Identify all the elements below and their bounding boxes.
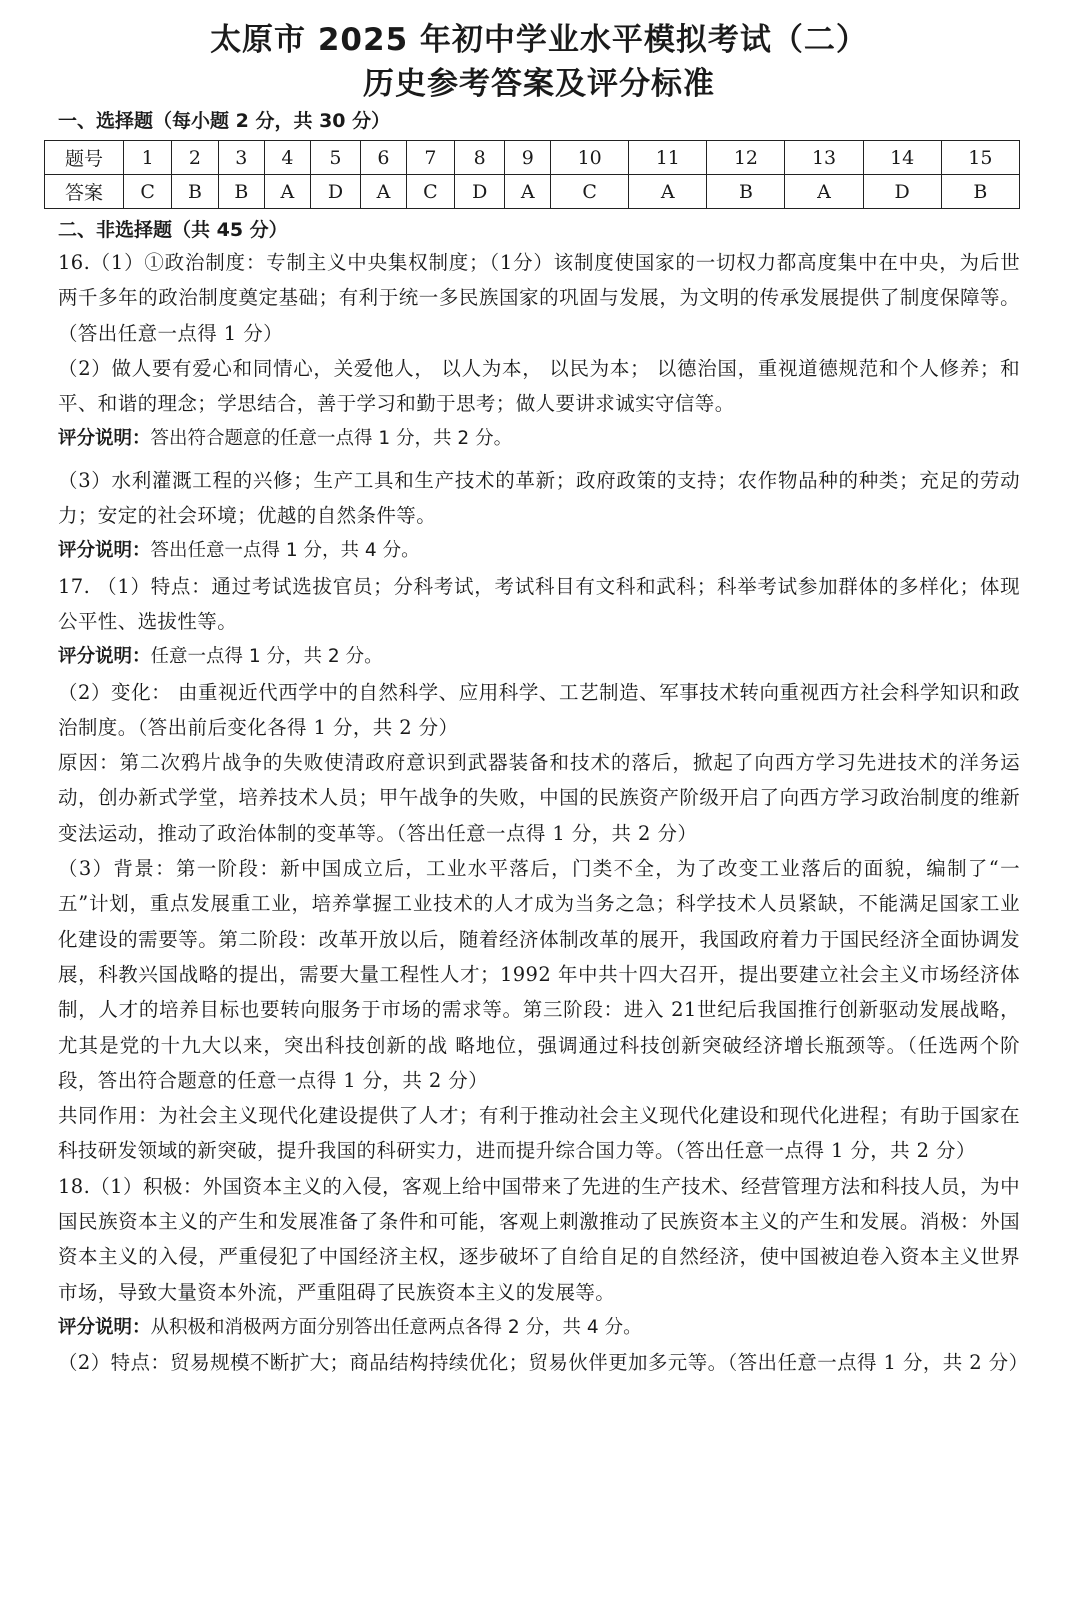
q17-part1-answer: 17. （1）特点：通过考试选拔官员；分科考试，考试科目有文科和武科；科举考试参加群体的多样化；体现公平性、选拔性等。	[58, 574, 1020, 633]
scoring-note-text: 答出符合题意的任意一点得 1 分，共 2 分。	[150, 428, 513, 450]
q18-part2-answer: （2）特点：贸易规模不断扩大；商品结构持续优化；贸易伙伴更加多元等。（答出任意一点得 1 分，共 2 分）	[58, 1351, 1029, 1375]
answer-cell: A	[629, 175, 707, 209]
question-number-cell: 15	[941, 141, 1019, 175]
question-number-cell: 13	[785, 141, 863, 175]
question-row-label: 题号	[45, 141, 124, 175]
page-subtitle: 历史参考答案及评分标准	[363, 66, 715, 102]
q16-part2-answer: （2）做人要有爱心和同情心，关爱他人， 以人为本， 以民为本； 以德治国，重视道德规范和个人修养；和平、和谐的理念；学思结合，善于学习和勤于思考；做人要讲求诚实守信等。	[58, 356, 1020, 416]
scoring-note-label: 评分说明：	[58, 540, 151, 562]
question-number-cell: 3	[218, 141, 264, 175]
answer-cell: C	[124, 175, 172, 209]
scoring-note-text: 从积极和消极两方面分别答出任意两点各得 2 分，共 4 分。	[150, 1316, 642, 1338]
answer-cell: B	[707, 175, 785, 209]
question-number-row	[45, 141, 1020, 175]
question-number-cell: 8	[455, 141, 505, 175]
question-number-cell: 11	[629, 141, 707, 175]
question-number-cell: 4	[265, 141, 311, 175]
q16-part2-scoring-note	[58, 421, 1020, 456]
question-number-cell: 7	[406, 141, 454, 175]
q17-part2-change: （2）变化： 由重视近代西学中的自然科学、应用科学、工艺制造、军事技术转向重视西方社会科学知识和政治制度。（答出前后变化各得 1 分，共 2 分）	[58, 680, 1020, 739]
q16-part3-scoring-note	[58, 533, 1020, 568]
q16-part3-answer: （3）水利灌溉工程的兴修；生产工具和生产技术的革新；政府政策的支持；农作物品种的种类；充足的劳动力；安定的社会环境；优越的自然条件等。	[58, 468, 1020, 528]
q18-part1-scoring-note	[58, 1310, 1020, 1345]
section2-heading: 二、非选择题（共 45 分）	[58, 219, 288, 241]
question-number-cell: 5	[310, 141, 360, 175]
answer-cell: C	[551, 175, 629, 209]
scoring-note-text: 任意一点得 1 分，共 2 分。	[150, 646, 383, 668]
scoring-note-label: 评分说明：	[58, 1316, 151, 1338]
answer-row	[45, 175, 1020, 209]
answer-cell: B	[941, 175, 1019, 209]
question-number-cell: 2	[172, 141, 218, 175]
scoring-note-label: 评分说明：	[58, 428, 151, 450]
question-number-cell: 10	[551, 141, 629, 175]
q16-part1-answer: 16.（1）①政治制度：专制主义中央集权制度；（1分）该制度使国家的一切权力都高度集中在中央，为后世两千多年的政治制度奠定基础；有利于统一多民族国家的巩固与发展，为文明的传承发展提供了制度保障等。（答出任意一点得 1 分）	[58, 251, 1020, 345]
question-number-cell: 6	[361, 141, 407, 175]
answer-cell: C	[406, 175, 454, 209]
question-number-cell: 12	[707, 141, 785, 175]
answer-cell: A	[505, 175, 551, 209]
answer-cell: D	[455, 175, 505, 209]
q17-part3-common-role: 共同作用：为社会主义现代化建设提供了人才；有利于推动社会主义现代化建设和现代化进程；有助于国家在科技研发领域的新突破，提升我国的科研实力，进而提升综合国力等。（答出任意一点得 1 分，共 2 分）	[58, 1104, 1020, 1163]
page-title: 太原市 2025 年初中学业水平模拟考试（二）	[210, 22, 868, 58]
scoring-note-text: 答出任意一点得 1 分，共 4 分。	[150, 540, 420, 562]
q17-part1-scoring-note	[58, 639, 1020, 674]
q18-part1-answer: 18.（1）积极：外国资本主义的入侵，客观上给中国带来了先进的生产技术、经营管理方法和科技人员，为中国民族资本主义的产生和发展准备了条件和可能，客观上刺激推动了民族资本主义的产生和发展。消极：外国资本主义的入侵，严重侵犯了中国经济主权，逐步破坏了自给自足的自然经济，使中国被迫卷入资本主义世界市场，导致大量资本外流，严重阻碍了民族资本主义的发展等。	[58, 1174, 1020, 1304]
question-number-cell: 1	[124, 141, 172, 175]
answer-cell: A	[785, 175, 863, 209]
answer-cell: B	[218, 175, 264, 209]
answer-cell: D	[310, 175, 360, 209]
answer-table	[44, 140, 1020, 209]
answer-row-label: 答案	[45, 175, 124, 209]
scoring-note-label: 评分说明：	[58, 646, 151, 668]
q17-part2-reason: 原因：第二次鸦片战争的失败使清政府意识到武器装备和技术的落后，掀起了向西方学习先进技术的洋务运动，创办新式学堂，培养技术人员；甲午战争的失败，中国的民族资产阶级开启了向西方学习政治制度的维新变法运动，推动了政治体制的变革等。（答出任意一点得 1 分，共 2 分）	[58, 751, 1020, 845]
section1-heading: 一、选择题（每小题 2 分，共 30 分）	[58, 110, 391, 132]
answer-cell: A	[265, 175, 311, 209]
answer-cell: B	[172, 175, 218, 209]
q17-part3-background: （3）背景：第一阶段：新中国成立后，工业水平落后，门类不全，为了改变工业落后的面貌，编制了“一五”计划，重点发展重工业，培养掌握工业技术的人才成为当务之急；科学技术人员紧缺，不能满足国家工业化建设的需要等。第二阶段：改革开放以后，随着经济体制改革的展开，我国政府着力于国民经济全面协调发展，科教兴国战略的提出，需要大量工程性人才；1992 年中共十四大召开，提出要建立社会主义市场经济体制，人才的培养目标也要转向服务于市场的需求等。第三阶段：进入 21世纪后我国推行创新驱动发展战略，尤其是党的十九大以来，突出科技创新的战 略地位，强调通过科技创新突破经济增长瓶颈等。（任选两个阶段，答出符合题意的任意一点得 1 分，共 2 分）	[58, 857, 1020, 1092]
answer-cell: D	[863, 175, 941, 209]
answer-cell: A	[361, 175, 407, 209]
question-number-cell: 9	[505, 141, 551, 175]
question-number-cell: 14	[863, 141, 941, 175]
